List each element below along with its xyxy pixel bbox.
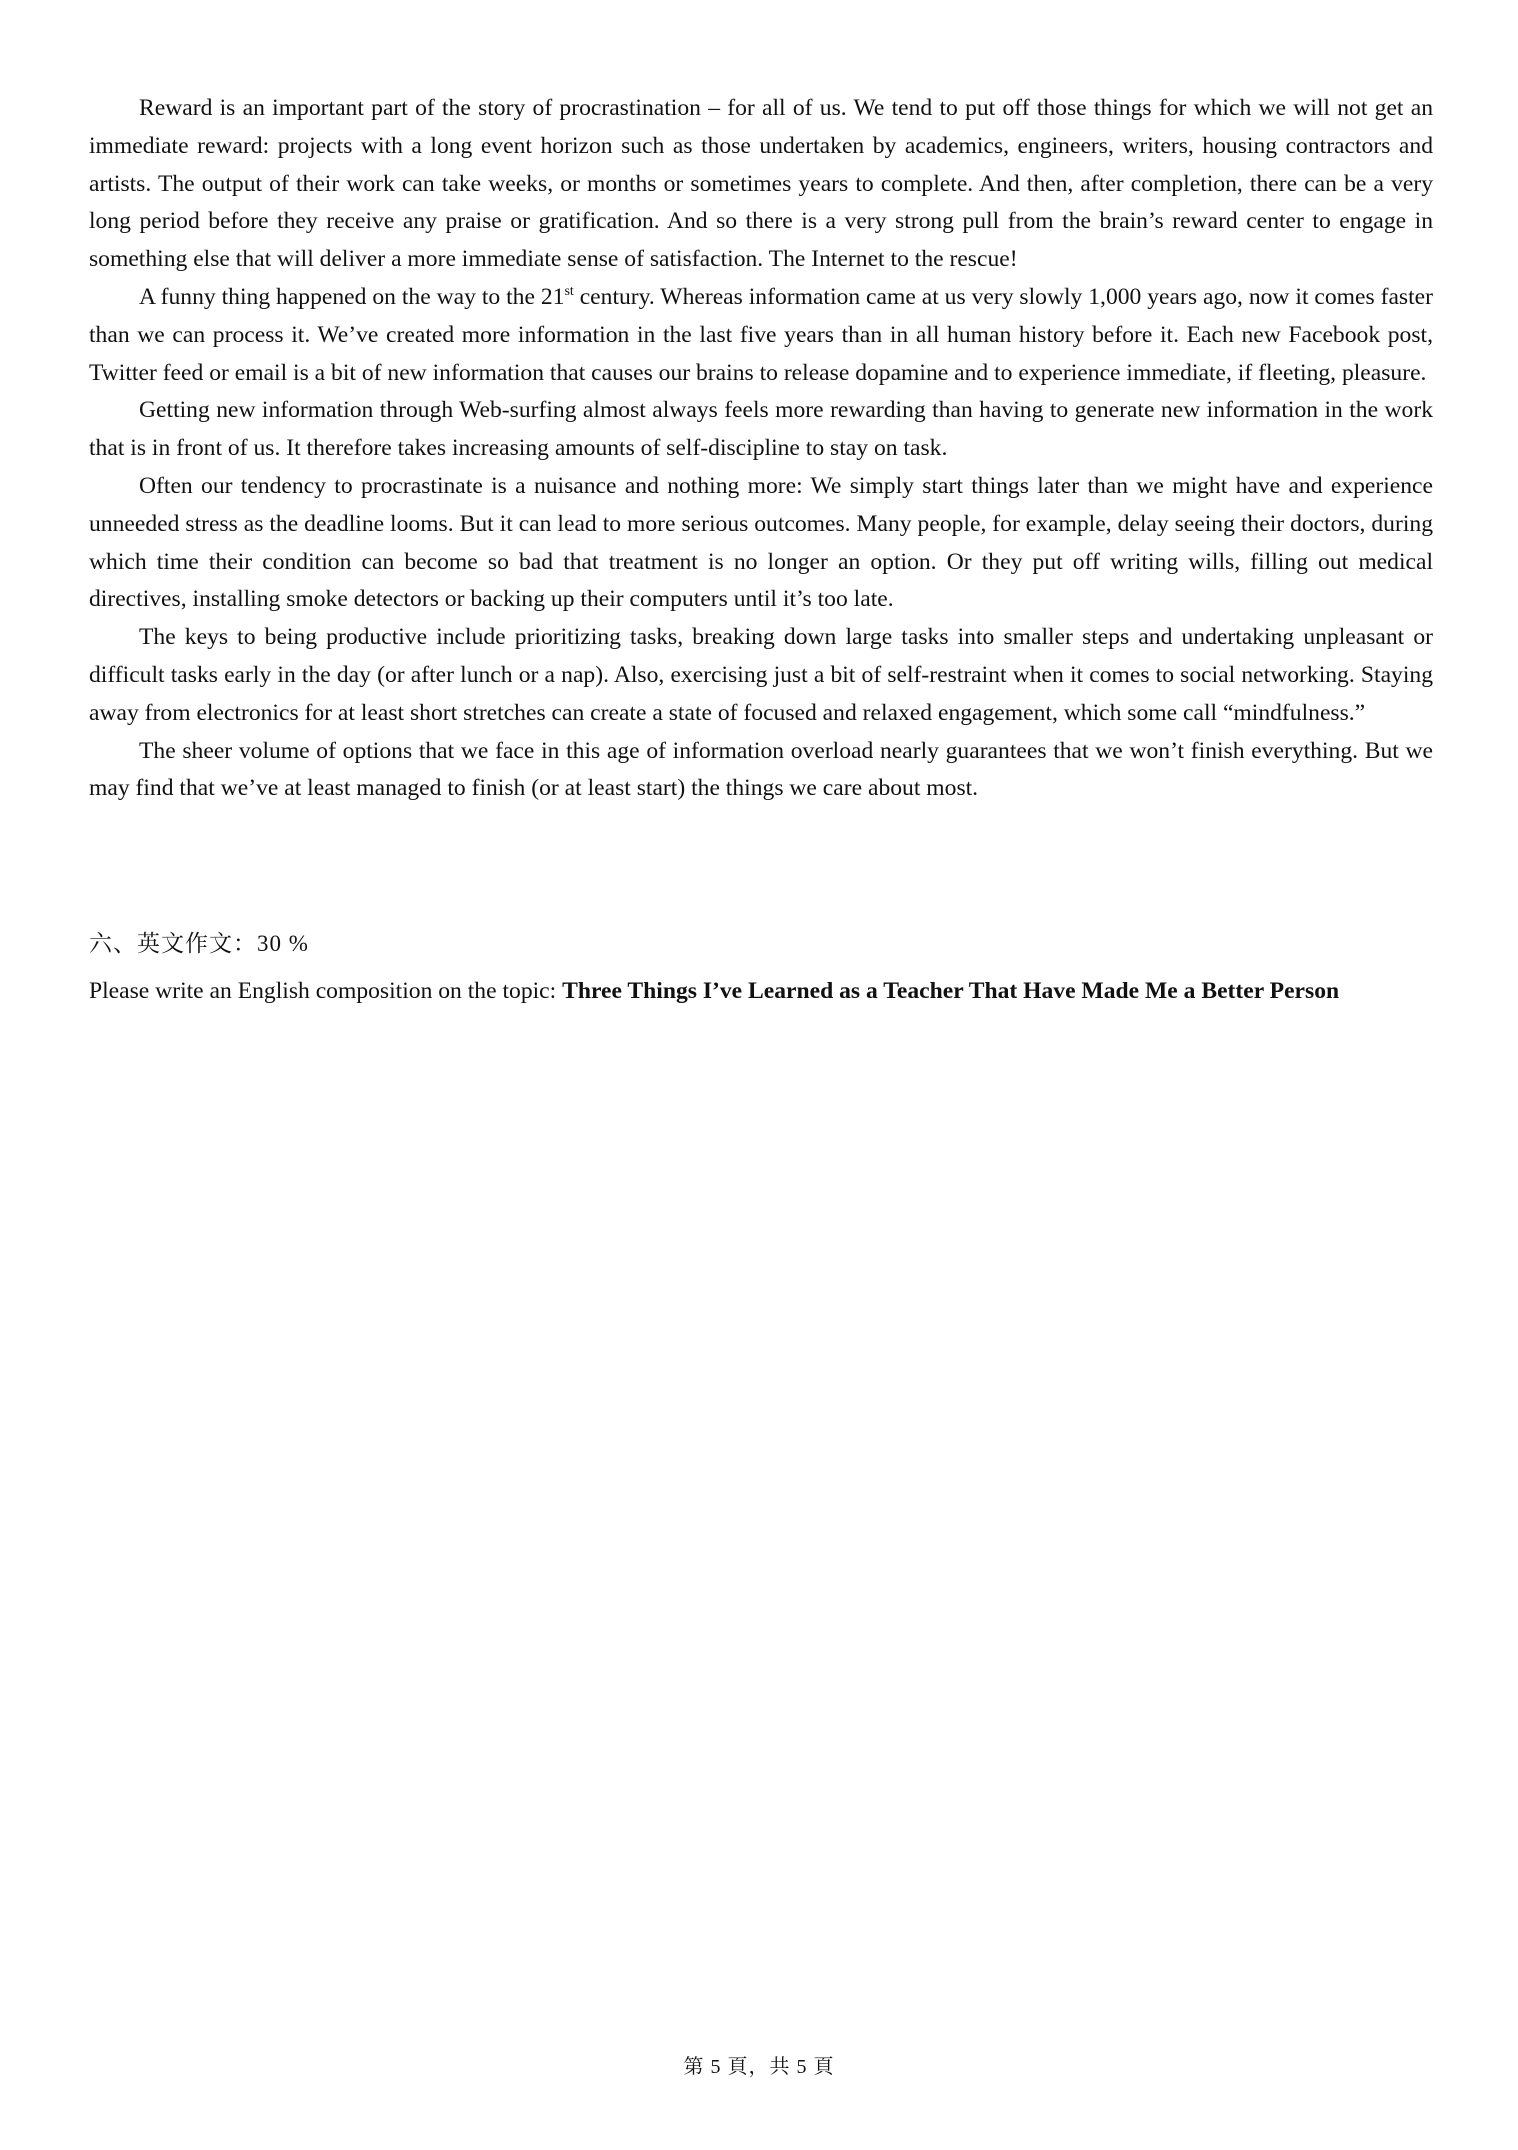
ordinal-superscript: st	[564, 284, 574, 300]
passage-paragraph-5: The keys to being productive include prioritizing tasks, breaking down large tasks into smaller steps and undertaking unpleasant or difficult tasks early in the day (or after lunch or a nap). Also, exercising just a bit of self-restraint when it comes to social networking. Staying away from electronics for at least short stretches can create a state of focused and relaxed engagement, which some call “mindfulness.”	[89, 624, 1433, 726]
passage-paragraph-4: Often our tendency to procrastinate is a nuisance and nothing more: We simply start things later than we might have and experience unneeded stress as the deadline looms. But it can lead to more serious outcomes. Many people, for example, delay seeing their doctors, during which time their condition can become so bad that treatment is no longer an option. Or they put off writing wills, filling out medical directives, installing smoke detectors or backing up their computers until it’s too late.	[89, 472, 1433, 613]
passage-paragraph-6: The sheer volume of options that we face in this age of information overload nearly guarantees that we won’t finish everything. But we may find that we’ve at least managed to finish (or at least start) the things we care about most.	[89, 737, 1433, 802]
composition-topic: Three Things I’ve Learned as a Teacher That Have Made Me a Better Person	[562, 978, 1340, 1004]
paragraph-2-text-end: century. Whereas information came at us very slowly 1,000 years ago, now it comes faster than we can process it. We’ve created more information in the last five years than in all human history before it. Each new Facebook post, Twitter feed or email is a bit of new information that causes our brains to release dopamine and to experience immediate, if fleeting, pleasure.	[89, 283, 1434, 386]
paragraph-2-text-start: A funny thing happened on the way to the 21	[139, 283, 565, 310]
prompt-prefix: Please write an English composition on the topic:	[89, 978, 563, 1004]
composition-section-heading: 六、英文作文：30 %	[89, 931, 309, 956]
passage-paragraph-1: Reward is an important part of the story of procrastination – for all of us. We tend to put off those things for which we will not get an immediate reward: projects with a long event horizon such as those undertaken by academics, engineers, writers, housing contractors and artists. The output of their work can take weeks, or months or sometimes years to complete. And then, after completion, there can be a very long period before they receive any praise or gratification. And so there is a very strong pull from the brain’s reward center to engage in something else that will deliver a more immediate sense of satisfaction. The Internet to the rescue!	[89, 95, 1433, 273]
composition-prompt	[89, 976, 1339, 1006]
passage-paragraph-3: Getting new information through Web-surfing almost always feels more rewarding than having to generate new information in the work that is in front of us. It therefore takes increasing amounts of self-discipline to stay on task.	[89, 397, 1433, 462]
passage-paragraph-2	[89, 279, 1433, 392]
page-number-footer: 第 5 頁，共 5 頁	[683, 2056, 835, 2078]
reading-passage	[89, 90, 1433, 808]
